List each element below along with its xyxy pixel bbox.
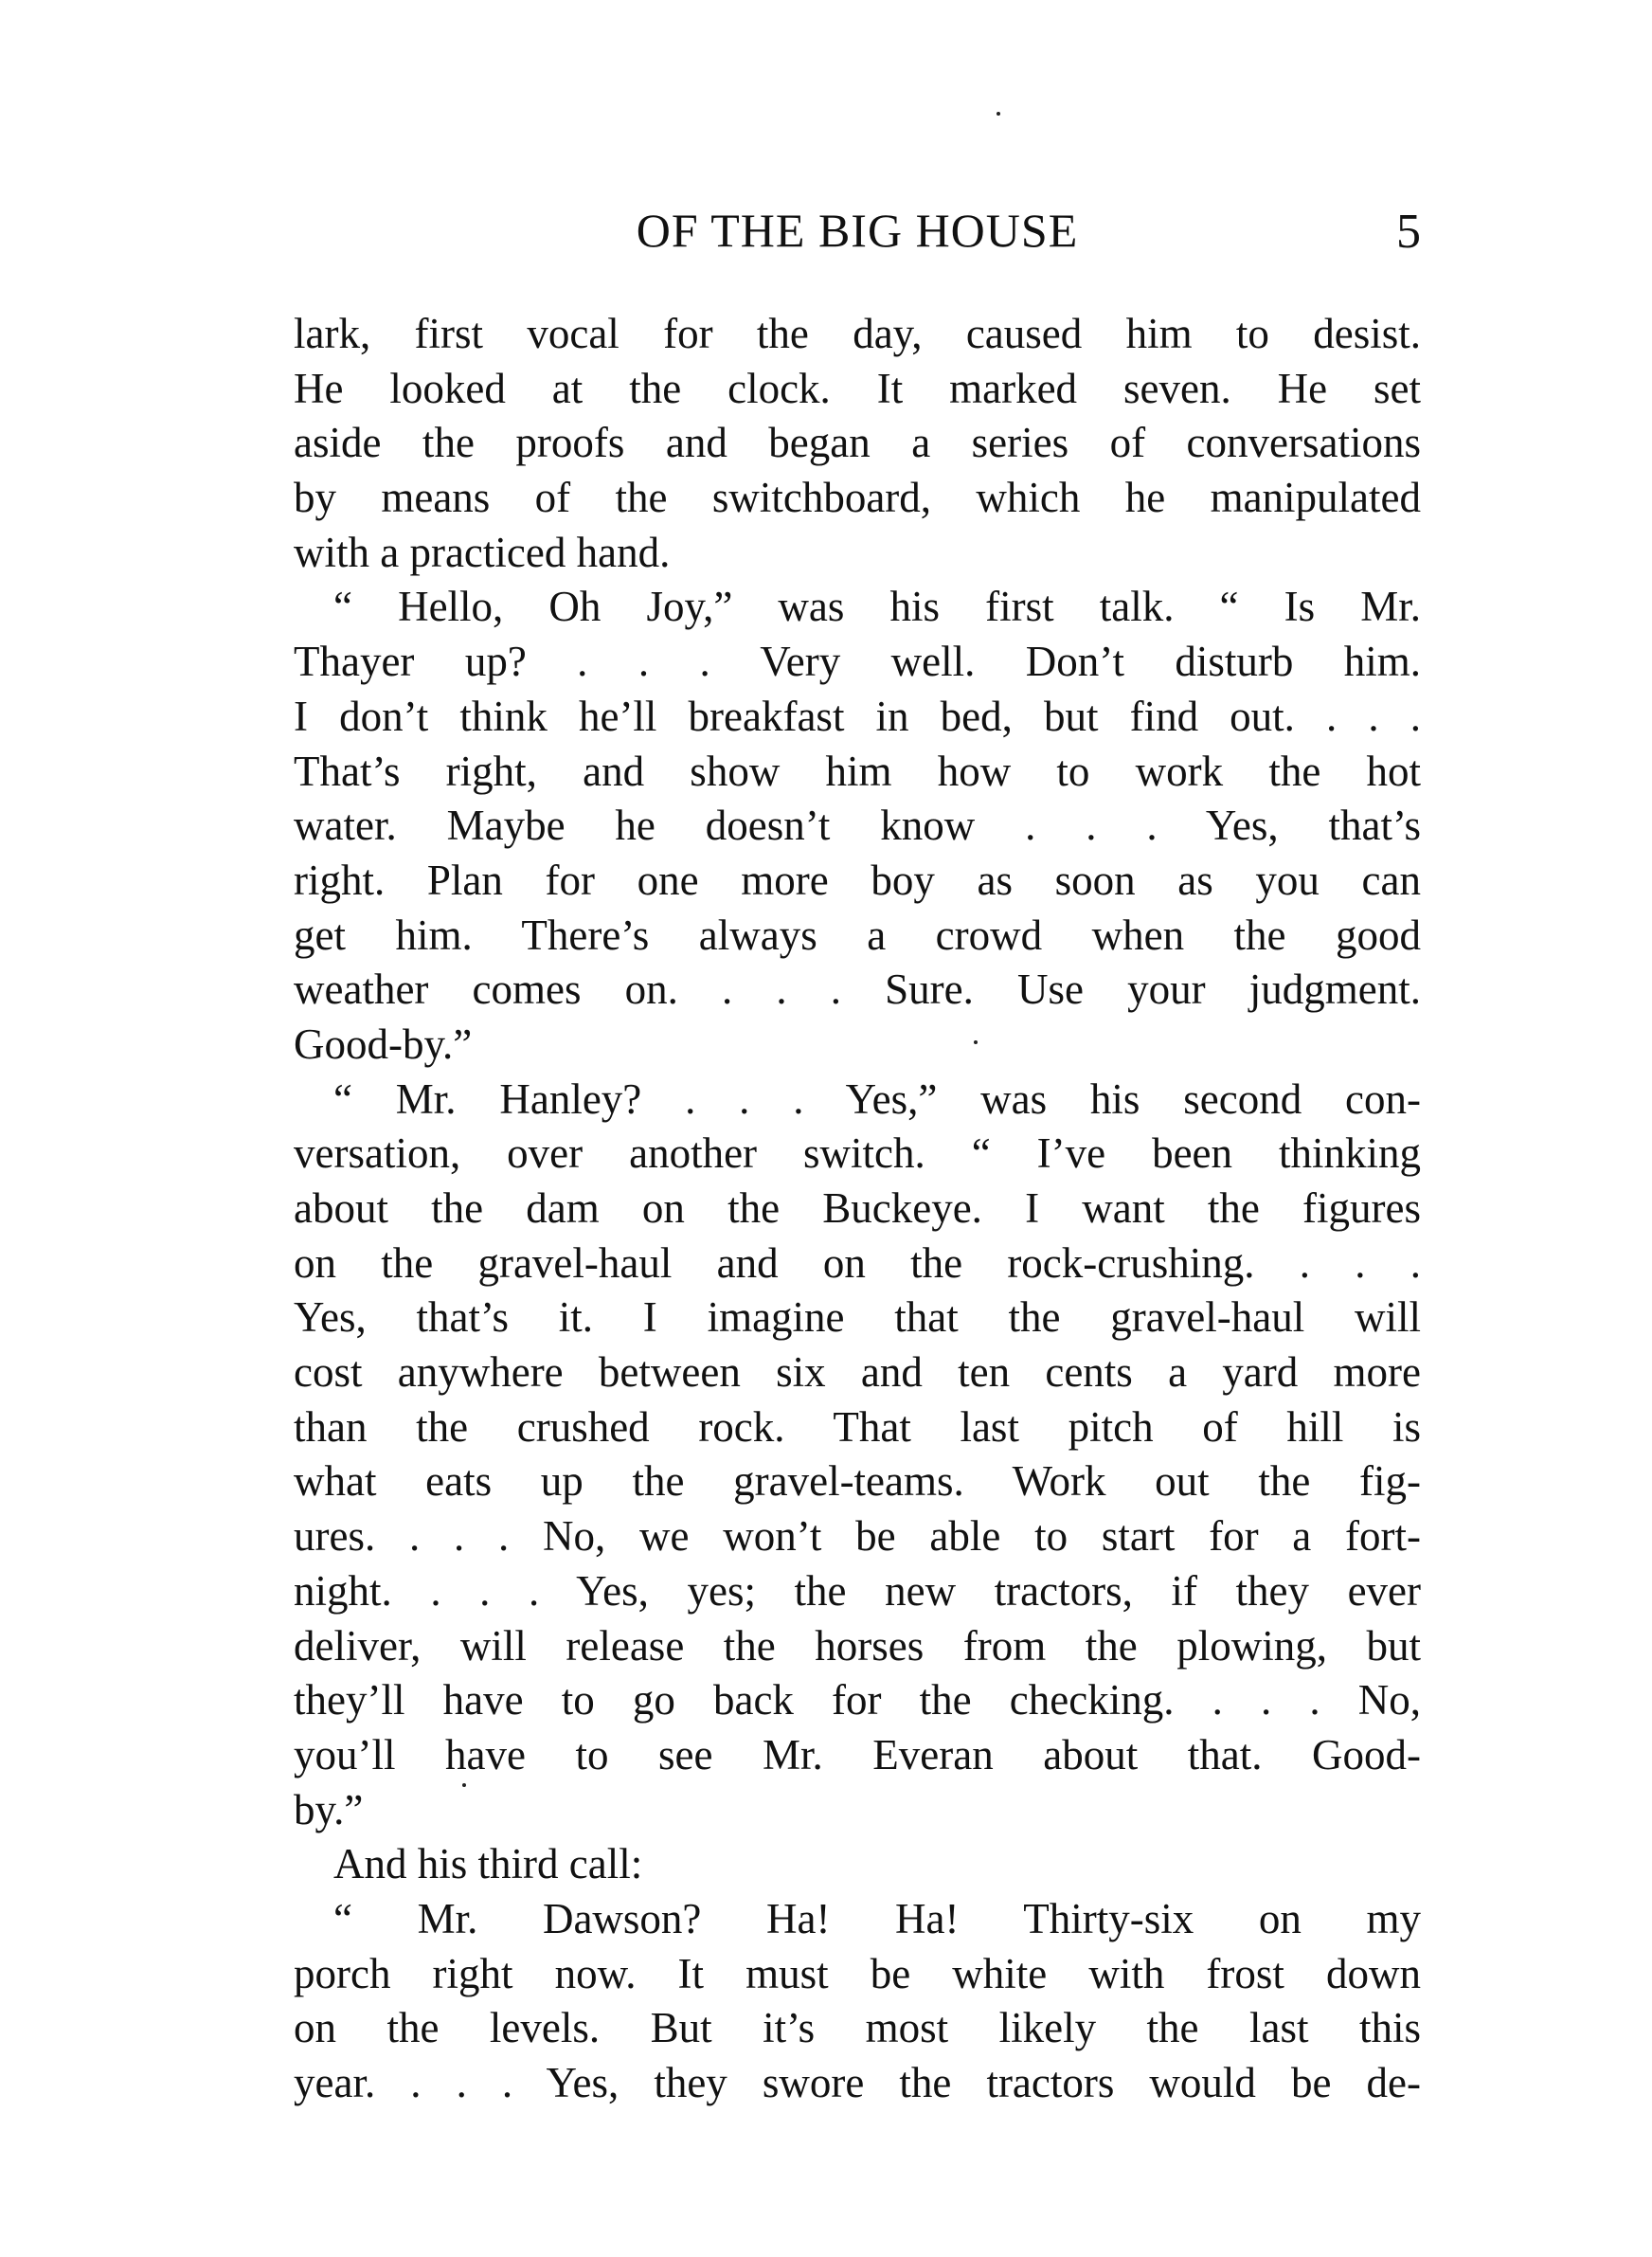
text-line: water. Maybe he doesn’t know . . . Yes, that’s [294,802,1421,850]
text-line: Thayer up? . . . Very well. Don’t disturb him. [294,638,1421,686]
text-line: you’ll have to see Mr. Everan about that. Good- [294,1730,1421,1779]
text-line: cost anywhere between six and ten cents a yard more [294,1348,1421,1397]
text-line: lark, first vocal for the day, caused him to desist. [294,310,1421,357]
text-line: get him. There’s always a crowd when the good [294,911,1421,959]
text-line: they’ll have to go back for the checking. . . . No, [294,1676,1421,1724]
text-line: Yes, that’s it. I imagine that the gravel-haul will [294,1293,1421,1342]
text-line: ures. . . . No, we won’t be able to start for a fort- [294,1512,1421,1561]
text-line: by.” [294,1785,364,1833]
text-line: Good-by.” [294,1020,473,1068]
text-line: on the levels. But it’s most likely the last this [294,2004,1421,2052]
text-line: versation, over another switch. “ I’ve been thinking [294,1129,1421,1178]
text-line: weather comes on. . . . Sure. Use your judgment. [294,966,1421,1014]
text-line: deliver, will release the horses from the plowing, but [294,1621,1421,1670]
text-line: by means of the switchboard, which he manipulated [294,474,1421,522]
text-line: about the dam on the Buckeye. I want the figures [294,1184,1421,1232]
text-line: year. . . . Yes, they swore the tractors would be de- [294,2059,1421,2106]
body-text [294,307,1421,2111]
text-line: porch right now. It must be white with frost down [294,1949,1421,1997]
text-line: And his third call: [333,1840,643,1888]
text-line: night. . . . Yes, yes; the new tractors, if they ever [294,1566,1421,1615]
text-line: with a practiced hand. [294,528,671,576]
ink-speck [997,112,1000,116]
text-line: on the gravel-haul and on the rock-crushing. . . . [294,1238,1421,1287]
text-line: I don’t think he’ll breakfast in bed, but find out. . . . [294,692,1421,740]
text-line: right. Plan for one more boy as soon as you can [294,856,1421,904]
page-header [294,197,1421,263]
text-line: “ Hello, Oh Joy,” was his first talk. “ Is Mr. [333,583,1421,631]
running-title: OF THE BIG HOUSE [636,204,1079,257]
text-line: than the crushed rock. That last pitch of hill is [294,1402,1421,1451]
text-line: He looked at the clock. It marked seven. He set [294,364,1421,412]
text-line: “ Mr. Hanley? . . . Yes,” was his second con- [333,1074,1421,1123]
text-line: what eats up the gravel-teams. Work out the fig- [294,1457,1421,1506]
text-line: That’s right, and show him how to work the hot [294,747,1421,795]
page-number: 5 [1396,205,1421,259]
text-line: “ Mr. Dawson? Ha! Ha! Thirty-six on my [333,1894,1421,1942]
text-line: aside the proofs and began a series of conversations [294,419,1421,467]
